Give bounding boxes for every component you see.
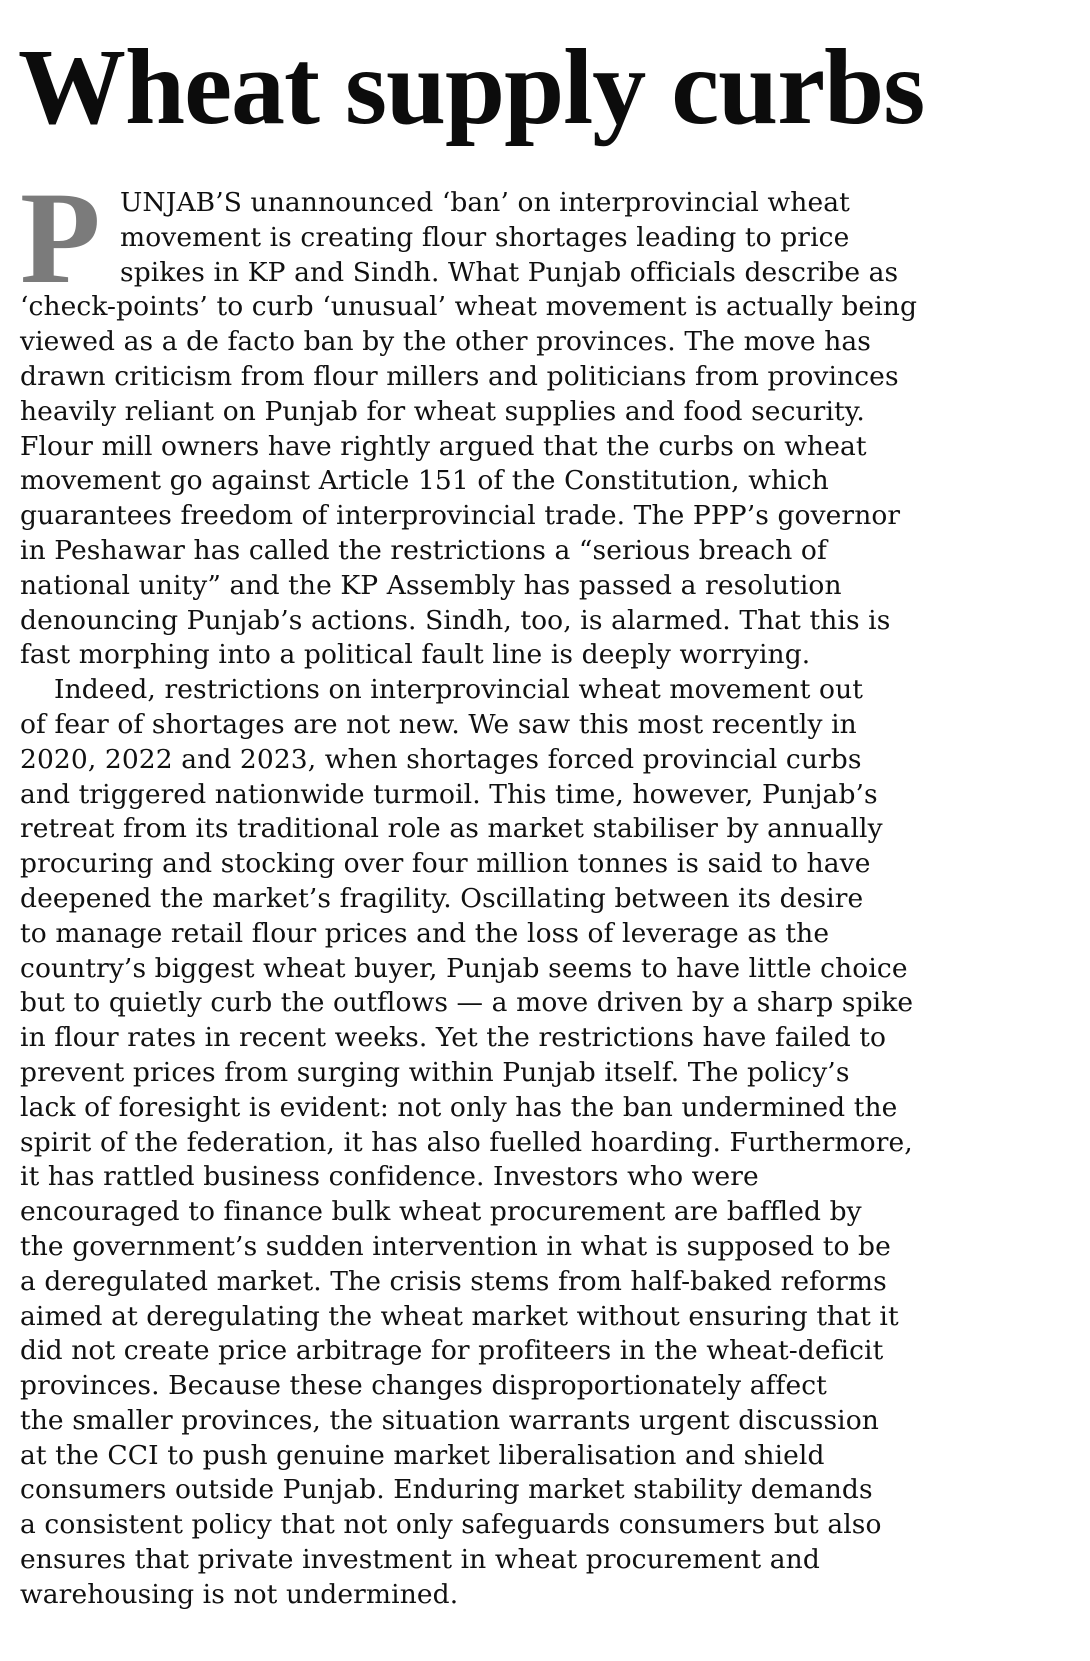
paragraph-1 xyxy=(20,186,1080,673)
article-line: warehousing is not undermined. xyxy=(20,1578,459,1610)
article-line: the smaller provinces, the situation warrants urgent discussion xyxy=(20,1404,879,1436)
article-line: lack of foresight is evident: not only has the ban undermined the xyxy=(20,1091,898,1123)
article-line: in flour rates in recent weeks. Yet the restrictions have failed to xyxy=(20,1022,887,1054)
article-line: deepened the market’s fragility. Oscillating between its desire xyxy=(20,882,864,914)
article-line: the government’s sudden intervention in what is supposed to be xyxy=(20,1230,891,1262)
article-line: spirit of the federation, it has also fuelled hoarding. Furthermore, xyxy=(20,1126,913,1158)
article-line: and triggered nationwide turmoil. This time, however, Punjab’s xyxy=(20,778,878,810)
headline: Wheat supply curbs xyxy=(18,28,925,147)
article-line: a deregulated market. The crisis stems from half-baked reforms xyxy=(20,1265,887,1297)
article-line: ensures that private investment in wheat procurement and xyxy=(20,1544,820,1576)
article-line: Indeed, restrictions on interprovincial wheat movement out xyxy=(54,674,863,706)
article-line: viewed as a de facto ban by the other provinces. The move has xyxy=(20,326,871,358)
article-line: country’s biggest wheat buyer, Punjab seems to have little choice xyxy=(20,952,908,984)
article-line: procuring and stocking over four million tonnes is said to have xyxy=(20,848,871,880)
article-line: in Peshawar has called the restrictions a “serious breach of xyxy=(20,534,827,566)
article-line: provinces. Because these changes disproportionately affect xyxy=(20,1370,827,1402)
article-body xyxy=(20,164,1080,1613)
article-line: fast morphing into a political fault line is deeply worrying. xyxy=(20,639,811,671)
article-line: to manage retail flour prices and the loss of leverage as the xyxy=(20,917,830,949)
article-line: movement is creating flour shortages leading to price xyxy=(120,221,850,253)
article-line: denouncing Punjab’s actions. Sindh, too, is alarmed. That this is xyxy=(20,604,891,636)
article-line: did not create price arbitrage for profiteers in the wheat-deficit xyxy=(20,1335,884,1367)
article-line: aimed at deregulating the wheat market without ensuring that it xyxy=(20,1300,899,1332)
paragraph-2 xyxy=(20,673,1080,1613)
drop-cap: P xyxy=(20,164,101,311)
article-line: drawn criticism from flour millers and politicians from provinces xyxy=(20,360,899,392)
article-line: consumers outside Punjab. Enduring market stability demands xyxy=(20,1474,873,1506)
article-line: retreat from its traditional role as market stabiliser by annually xyxy=(20,813,883,845)
article-line: movement go against Article 151 of the Constitution, which xyxy=(20,465,829,497)
article-line: ‘check-points’ to curb ‘unusual’ wheat movement is actually being xyxy=(20,291,918,323)
article-line: guarantees freedom of interprovincial trade. The PPP’s governor xyxy=(20,500,901,532)
article-line: of fear of shortages are not new. We saw this most recently in xyxy=(20,708,857,740)
article-line: Flour mill owners have rightly argued that the curbs on wheat xyxy=(20,430,867,462)
article-line: a consistent policy that not only safeguards consumers but also xyxy=(20,1509,882,1541)
article-line: UNJAB’S unannounced ‘ban’ on interprovincial wheat xyxy=(120,187,850,218)
article-line: prevent prices from surging within Punjab itself. The policy’s xyxy=(20,1056,850,1088)
article-line: but to quietly curb the outflows — a move driven by a sharp spike xyxy=(20,987,914,1019)
article-line: heavily reliant on Punjab for wheat supplies and food security. xyxy=(20,395,865,427)
article-line: national unity” and the KP Assembly has passed a resolution xyxy=(20,569,842,601)
article-line: at the CCI to push genuine market liberalisation and shield xyxy=(20,1439,825,1471)
article-line: 2020, 2022 and 2023, when shortages forced provincial curbs xyxy=(20,743,862,775)
article-line: encouraged to finance bulk wheat procurement are baffled by xyxy=(20,1196,862,1228)
article-line: it has rattled business confidence. Investors who were xyxy=(20,1161,759,1193)
article-line: spikes in KP and Sindh. What Punjab officials describe as xyxy=(120,256,899,288)
